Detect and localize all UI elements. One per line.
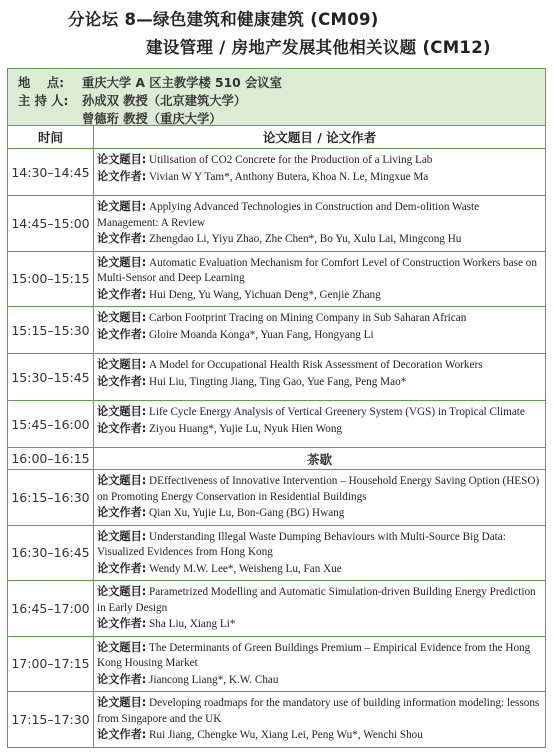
host-1: 孙成双 教授（北京建筑大学） <box>82 94 247 108</box>
location-label: 地 点: <box>18 76 65 90</box>
table-row <box>8 470 546 526</box>
title-key: 论文题目: <box>97 255 147 269</box>
paper-authors: Gloire Moanda Konga*, Yuan Fang, Hongyang Li <box>149 328 374 341</box>
paper-cell <box>94 636 546 692</box>
paper-authors-line <box>97 327 540 344</box>
paper-authors: Hui Liu, Tingting Jiang, Ting Gao, Yue Fang, Peng Mao* <box>149 375 407 388</box>
location-value: 重庆大学 A 区主教学楼 510 会议室 <box>82 76 282 90</box>
time-slot: 16:15–16:30 <box>8 470 94 526</box>
title-key: 论文题目: <box>97 200 147 213</box>
paper-authors-line <box>97 616 540 633</box>
title-key: 论文题目: <box>97 529 147 543</box>
location-row <box>18 73 282 91</box>
page-header <box>0 0 554 62</box>
table-row <box>8 448 546 470</box>
paper-title: Life Cycle Energy Analysis of Vertical Greenery System (VGS) in Tropical Climate <box>149 406 525 418</box>
paper-title-line <box>97 529 540 561</box>
table-row <box>8 636 546 692</box>
paper-title-line <box>97 310 540 327</box>
paper-authors: Jiancong Liang*, K.W. Chau <box>149 673 279 686</box>
host-row <box>18 91 246 109</box>
paper-title-line <box>97 404 540 421</box>
table-row <box>8 401 546 448</box>
table-row <box>8 692 546 748</box>
paper-title: Utilisation of CO2 Concrete for the Production of a Living Lab <box>149 154 433 166</box>
schedule-table <box>7 125 546 748</box>
paper-cell <box>94 581 546 637</box>
paper-authors-line <box>97 505 540 522</box>
table-row <box>8 525 546 581</box>
paper-title-line <box>97 357 540 374</box>
table-row <box>8 251 546 307</box>
paper-authors: Rui Jiang, Chengke Wu, Xiang Lei, Peng Wu*, Wenchi Shou <box>149 729 423 741</box>
table-row <box>8 354 546 401</box>
paper-title-line <box>97 473 540 505</box>
paper-authors: Sha Liu, Xiang Li* <box>149 618 236 630</box>
author-key: 论文作者: <box>97 506 147 519</box>
title-key: 论文题目: <box>97 585 147 598</box>
paper-authors-line <box>97 672 540 689</box>
paper-authors-line <box>97 561 540 578</box>
paper-cell <box>94 354 546 401</box>
paper-title-line <box>97 199 540 231</box>
author-key: 论文作者: <box>97 561 147 575</box>
title-key: 论文题目: <box>97 311 147 324</box>
paper-authors-line <box>97 421 540 438</box>
schedule-rows <box>8 149 546 748</box>
author-key: 论文作者: <box>97 232 147 245</box>
paper-title: Automatic Evaluation Mechanism for Comfort Level of Construction Workers base on Multi-Sensor and Deep Learning <box>97 256 537 284</box>
paper-title: DEffectiveness of Innovative Intervention – Household Energy Saving Option (HESO) on Promoting Energy Conservation in Residential Buildings <box>97 475 540 503</box>
paper-title: A Model for Occupational Health Risk Assessment of Decoration Workers <box>149 359 483 371</box>
forum-title: 分论坛 8—绿色建筑和健康建筑 (CM09) <box>68 10 379 29</box>
table-row <box>8 196 546 252</box>
paper-authors: Hui Deng, Yu Wang, Yichuan Deng*, Genjie Zhang <box>149 288 381 301</box>
title-key: 论文题目: <box>97 696 147 709</box>
author-key: 论文作者: <box>97 287 147 301</box>
title-key: 论文题目: <box>97 153 147 166</box>
title-key: 论文题目: <box>97 405 147 418</box>
table-header-row <box>8 126 546 149</box>
paper-cell <box>94 470 546 526</box>
paper-cell <box>94 196 546 252</box>
table-row <box>8 307 546 354</box>
author-key: 论文作者: <box>97 169 147 183</box>
paper-authors: Ziyou Huang*, Yujie Lu, Nyuk Hien Wong <box>149 422 343 435</box>
paper-authors-line <box>97 374 540 391</box>
table-row <box>8 581 546 637</box>
paper-title-line <box>97 640 540 672</box>
paper-title-line <box>97 584 540 616</box>
paper-cell <box>94 149 546 196</box>
column-header-paper: 论文题目 / 论文作者 <box>94 126 546 149</box>
forum-subtitle: 建设管理 / 房地产发展其他相关议题 (CM12) <box>146 38 491 57</box>
paper-authors: Wendy M.W. Lee*, Weisheng Lu, Fan Xue <box>149 562 342 575</box>
time-slot: 17:00–17:15 <box>8 636 94 692</box>
paper-title: Parametrized Modelling and Automatic Simulation-driven Building Energy Prediction in Early Design <box>97 586 536 614</box>
time-slot: 15:00–15:15 <box>8 251 94 307</box>
paper-title: Carbon Footprint Tracing on Mining Company in Sub Saharan African <box>149 312 467 324</box>
author-key: 论文作者: <box>97 421 147 435</box>
paper-authors-line <box>97 287 540 304</box>
title-key: 论文题目: <box>97 474 147 487</box>
host-2: 曾德珩 教授（重庆大学） <box>82 112 222 126</box>
time-slot: 14:30–14:45 <box>8 149 94 196</box>
time-slot: 16:45–17:00 <box>8 581 94 637</box>
time-slot: 16:00–16:15 <box>8 448 94 470</box>
author-key: 论文作者: <box>97 327 147 341</box>
paper-title-line <box>97 695 540 727</box>
paper-authors-line <box>97 231 540 248</box>
time-slot: 15:30–15:45 <box>8 354 94 401</box>
paper-title: Applying Advanced Technologies in Construction and Dem-olition Waste Management: A Review <box>97 201 480 229</box>
host-label: 主 持 人: <box>18 94 69 108</box>
paper-cell <box>94 525 546 581</box>
paper-authors-line <box>97 169 540 186</box>
table-row <box>8 149 546 196</box>
time-slot: 17:15–17:30 <box>8 692 94 748</box>
session-info-box <box>7 68 546 125</box>
author-key: 论文作者: <box>97 728 147 741</box>
break-label: 茶歇 <box>94 448 546 470</box>
time-slot: 14:45–15:00 <box>8 196 94 252</box>
author-key: 论文作者: <box>97 617 147 630</box>
paper-title: Understanding Illegal Waste Dumping Behaviours with Multi-Source Big Data: Visualized Evidences from Hong Kong <box>97 530 506 558</box>
paper-cell <box>94 251 546 307</box>
time-slot: 15:45–16:00 <box>8 401 94 448</box>
time-slot: 15:15–15:30 <box>8 307 94 354</box>
paper-cell <box>94 692 546 748</box>
author-key: 论文作者: <box>97 672 147 686</box>
paper-cell <box>94 401 546 448</box>
title-key: 论文题目: <box>97 640 147 654</box>
paper-title-line <box>97 152 540 169</box>
time-slot: 16:30–16:45 <box>8 525 94 581</box>
author-key: 论文作者: <box>97 374 147 388</box>
paper-cell <box>94 307 546 354</box>
paper-authors: Qian Xu, Yujie Lu, Bon-Gang (BG) Hwang <box>149 507 345 519</box>
paper-authors-line <box>97 727 540 744</box>
paper-title: Developing roadmaps for the mandatory use of building information modeling: lessons from Singapore and the UK <box>97 697 540 725</box>
paper-title: The Determinants of Green Buildings Premium – Empirical Evidence from the Hong Kong Housing Market <box>97 641 531 669</box>
paper-authors: Zhengdao Li, Yiyu Zhao, Zhe Chen*, Bo Yu, Xulu Lai, Mingcong Hu <box>149 233 462 245</box>
column-header-time: 时间 <box>8 126 94 149</box>
title-key: 论文题目: <box>97 358 147 371</box>
paper-authors: Vivian W Y Tam*, Anthony Butera, Khoa N. Le, Mingxue Ma <box>149 170 429 183</box>
paper-title-line <box>97 255 540 287</box>
